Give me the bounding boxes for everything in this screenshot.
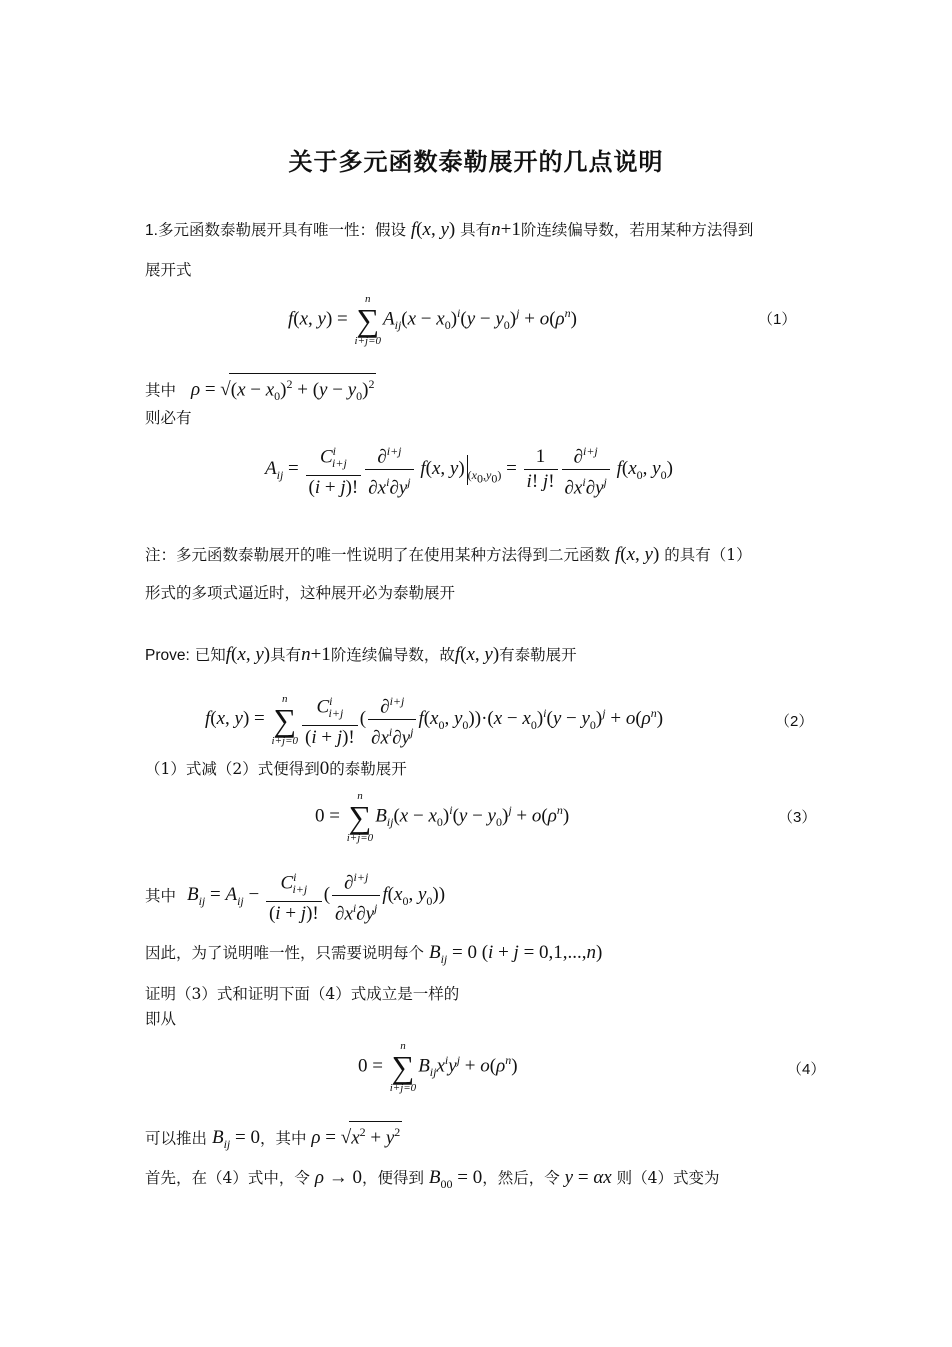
text: 的具有（1） [664, 546, 752, 564]
text: 具有 [460, 221, 492, 239]
equation-3: 0 = n ∑ i+j=0 $B_{ij}(x - x_0)^i(y - y_0)^j + o(\rho^n)$ [315, 790, 570, 844]
equation-4: 0 = n ∑ i+j=0 $B_{ij}x^iy^j + o(\rho^n)$ [358, 1040, 518, 1094]
text: 阶连续偏导数，若用某种方法得到 [520, 221, 754, 239]
first-text: 首先，在（4）式中，令 ρ → 0，便得到 $B_{00} = 0$，然后，令 y = αx 则（4）式变为 [145, 1167, 720, 1191]
prove-equivalence: 证明（3）式和证明下面（4）式成立是一样的 [145, 985, 460, 1003]
equation-number-3: （3） [778, 809, 817, 826]
text: 阶连续偏导数，故 [330, 646, 455, 664]
text: ，其中 [259, 1129, 307, 1148]
where-bij: 其中 $B_{ij} = A_{ij}$ − $\frac{C^i_{i+j}}{(i + j)!}$ ( $\frac{\partial^{i+j}}{\partial x^i\partial y^j}$ $f(x_0$, $y_0$)) [145, 866, 445, 926]
where-rho: 其中 $\rho = √(x - x_0)^2 + (y - y_0)^2$ [145, 373, 376, 406]
equation-1: f(x, y) = n ∑ i+j=0 $A_{ij}(x - x_0)^i(y - y_0)^j + o(\rho^n)$ [288, 293, 577, 347]
text: 因此，为了说明唯一性，只需要说明每个 [145, 944, 425, 962]
text: 具有 [270, 646, 302, 664]
text: （1）式减（2）式便得到 [145, 760, 320, 778]
math-fxy: f [410, 219, 417, 240]
equation-number-4: （4） [787, 1061, 826, 1078]
text: 的泰勒展开 [329, 760, 407, 778]
namely-text: 即从 [145, 1010, 177, 1028]
then-text: 则必有 [145, 409, 192, 427]
equation-aij: $A_{ij}$ = $\frac{C^i_{i+j}}{(i + j)!}$ $\frac{\partial^{i+j}}{\partial x^i\partial y^j}$ f(x, y) $_{(x_0,y_0)}$ = $\frac{1}{i! j!}$ $\frac{\partial^{i+j}}{\partial x^i\partial y^j}$ $f(x_0$, $y_0$) [265, 440, 673, 500]
equation-number-1: （1） [758, 311, 797, 328]
text: 有泰勒展开 [499, 646, 577, 664]
note-paragraph: 注：多元函数泰勒展开的唯一性说明了在使用某种方法得到二元函数 f(x, y) 的具有（1） [145, 544, 752, 565]
section-number: 1. [145, 222, 158, 239]
text: 注：多元函数泰勒展开的唯一性说明了在使用某种方法得到二元函数 [145, 546, 611, 564]
prove-label: Prove: [145, 647, 190, 664]
text: 则（4）式变为 [616, 1169, 720, 1187]
equation-2: f(x, y) = n ∑ i+j=0 $\frac{C^i_{i+j}}{(i + j)!}$ ( $\frac{\partial^{i+j}}{\partial x^i\partial y^j}$ $f(x_0$, $y_0))\cdot(x - x_0)^i(y - y_0)^j + o(\rho^n)$ [205, 690, 663, 750]
text: 多元函数泰勒展开具有唯一性：假设 [157, 221, 406, 239]
deduce-text: 可以推出 $B_{ij} = 0$，其中 $\rho = √x^2 + y^2$ [145, 1121, 402, 1154]
equation-number-2: （2） [775, 713, 814, 730]
prove-paragraph: Prove: 已知f(x, y)具有n+1阶连续偏导数，故f(x, y)有泰勒展开 [145, 644, 577, 665]
text: 可以推出 [145, 1129, 208, 1148]
text: 已知 [194, 646, 226, 664]
paragraph-1: 1.多元函数泰勒展开具有唯一性：假设 f(x, y) 具有n+1阶连续偏导数，若用某种方法得到 [145, 219, 754, 240]
note-line2: 形式的多项式逼近时，这种展开必为泰勒展开 [145, 584, 456, 602]
paragraph-1-line2: 展开式 [145, 261, 192, 279]
text: 其中 [145, 381, 177, 400]
page-title: 关于多元函数泰勒展开的几点说明 [288, 148, 664, 176]
text: 其中 [145, 887, 177, 906]
text: ，便得到 [361, 1169, 424, 1187]
subtract-text [145, 759, 407, 779]
therefore-text: 因此，为了说明唯一性，只需要说明每个 $B_{ij} = 0$ (i + j = 0,1,...,n) [145, 942, 603, 966]
text: ，然后，令 [482, 1169, 560, 1187]
zero: 0 [319, 758, 330, 779]
text: 首先，在（4）式中，令 [145, 1169, 310, 1187]
